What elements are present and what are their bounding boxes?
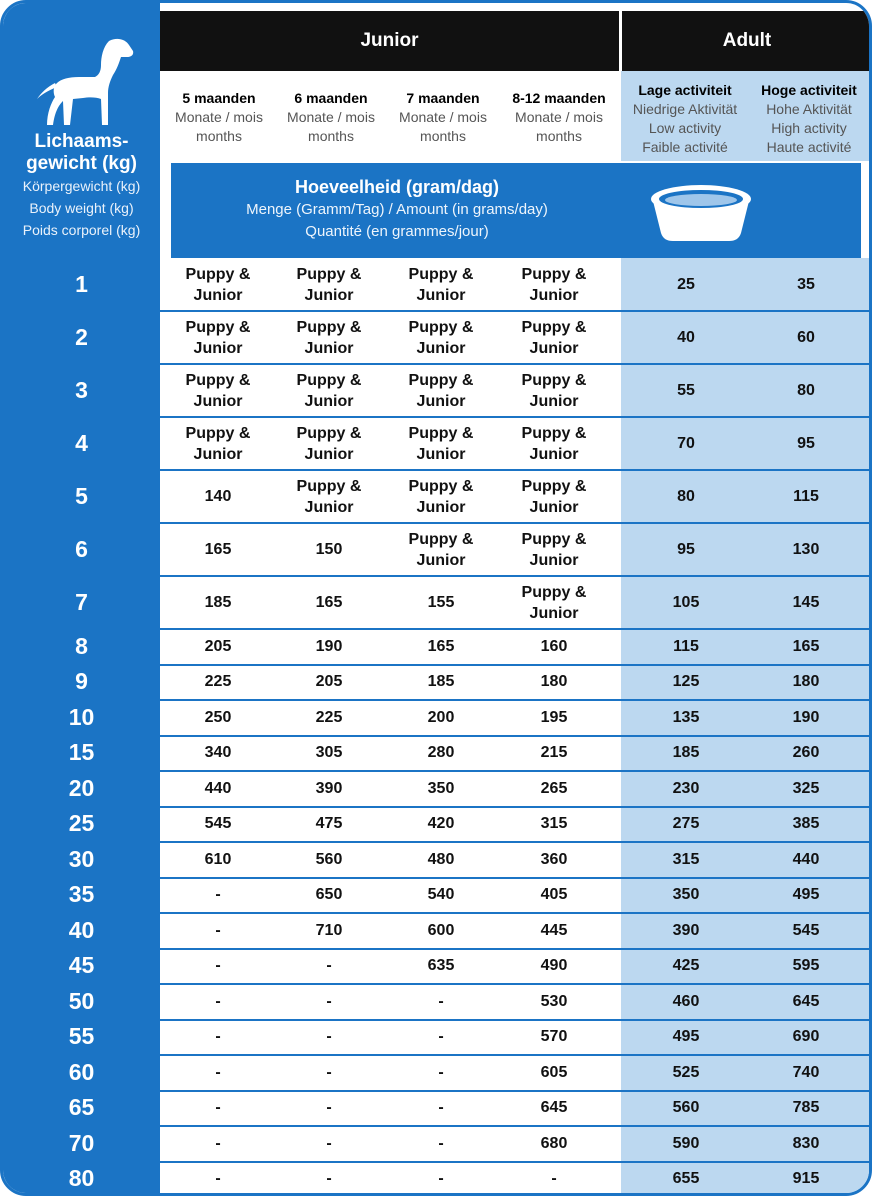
weight-value: 70 bbox=[68, 1129, 95, 1156]
puppy-junior-line1: Puppy & bbox=[296, 424, 362, 442]
table-cell bbox=[498, 582, 610, 624]
table-cell: - bbox=[215, 992, 221, 1010]
weight-value: 10 bbox=[68, 703, 95, 730]
junior-header: Junior bbox=[360, 30, 419, 51]
puppy-junior-line2: Junior bbox=[416, 392, 466, 410]
table-cell: 205 bbox=[204, 637, 232, 655]
table-cell: 595 bbox=[792, 957, 820, 975]
table-cell bbox=[385, 317, 497, 359]
food-bowl-icon bbox=[641, 175, 761, 245]
table-cell: 710 bbox=[315, 921, 343, 939]
puppy-junior-line2: Junior bbox=[416, 286, 466, 304]
table-cell: 540 bbox=[427, 886, 455, 904]
table-cell: - bbox=[326, 957, 332, 975]
row-divider bbox=[160, 912, 872, 914]
puppy-junior-line2: Junior bbox=[416, 498, 466, 516]
column-header-low-activity bbox=[621, 71, 749, 161]
row-divider bbox=[160, 469, 872, 471]
table-cell: 570 bbox=[540, 1028, 568, 1046]
table-cell: 645 bbox=[540, 1099, 568, 1117]
section-header-bar bbox=[160, 11, 872, 71]
row-divider bbox=[160, 841, 872, 843]
weight-value: 55 bbox=[68, 1023, 95, 1050]
table-cell: 115 bbox=[673, 637, 699, 655]
table-cell: 70 bbox=[677, 434, 695, 452]
table-cell: 690 bbox=[792, 1028, 820, 1046]
table-cell: 140 bbox=[204, 487, 232, 505]
table-cell: - bbox=[215, 921, 221, 939]
puppy-junior-line1: Puppy & bbox=[185, 318, 251, 336]
column-subtitle: Haute activité bbox=[766, 139, 852, 155]
puppy-junior-line2: Junior bbox=[529, 445, 579, 463]
dog-icon bbox=[33, 35, 137, 131]
table-cell: 135 bbox=[672, 708, 700, 726]
table-cell: 190 bbox=[315, 637, 343, 655]
table-cell bbox=[273, 317, 385, 359]
row-divider bbox=[160, 699, 872, 701]
puppy-junior-line1: Puppy & bbox=[408, 530, 474, 548]
table-cell: 35 bbox=[797, 275, 815, 293]
row-divider bbox=[160, 948, 872, 950]
row-divider bbox=[160, 877, 872, 879]
puppy-junior-line2: Junior bbox=[193, 392, 243, 410]
table-cell: 95 bbox=[797, 434, 815, 452]
table-cell: - bbox=[215, 1063, 221, 1081]
weight-title-en: Body weight (kg) bbox=[29, 200, 134, 216]
quantity-subtitle: Menge (Gramm/Tag) / Amount (in grams/day) bbox=[246, 201, 548, 218]
puppy-junior-line2: Junior bbox=[304, 445, 354, 463]
table-cell: - bbox=[215, 957, 221, 975]
table-cell bbox=[498, 264, 610, 306]
column-header-high-activity bbox=[749, 71, 869, 161]
column-subtitle: Monate / mois bbox=[287, 109, 375, 125]
table-cell: 785 bbox=[792, 1099, 820, 1117]
weight-value: 8 bbox=[75, 632, 88, 659]
puppy-junior-line2: Junior bbox=[304, 498, 354, 516]
table-cell: 480 bbox=[427, 850, 455, 868]
puppy-junior-line2: Junior bbox=[529, 339, 579, 357]
weight-value: 7 bbox=[75, 588, 88, 615]
puppy-junior-line1: Puppy & bbox=[408, 424, 474, 442]
table-cell bbox=[162, 370, 274, 412]
table-cell: 40 bbox=[677, 328, 695, 346]
column-header-8-12-months bbox=[499, 71, 619, 161]
table-cell: 80 bbox=[677, 487, 695, 505]
row-divider bbox=[160, 1090, 872, 1092]
table-cell: 165 bbox=[315, 593, 343, 611]
column-subtitle: Monate / mois bbox=[175, 109, 263, 125]
table-cell: 155 bbox=[427, 593, 455, 611]
table-cell: 560 bbox=[672, 1099, 700, 1117]
table-cell: 545 bbox=[204, 815, 232, 833]
table-cell bbox=[162, 423, 274, 465]
table-cell: 205 bbox=[315, 673, 343, 691]
table-cell: 635 bbox=[427, 957, 455, 975]
table-cell: 180 bbox=[540, 673, 568, 691]
puppy-junior-line1: Puppy & bbox=[408, 318, 474, 336]
weight-value: 65 bbox=[68, 1094, 95, 1121]
table-cell: 185 bbox=[427, 673, 455, 691]
row-divider bbox=[160, 416, 872, 418]
table-cell: 215 bbox=[540, 744, 568, 762]
table-cell: 650 bbox=[315, 886, 343, 904]
table-cell bbox=[498, 476, 610, 518]
puppy-junior-line2: Junior bbox=[304, 339, 354, 357]
column-title: 8-12 maanden bbox=[512, 90, 606, 106]
table-cell: 260 bbox=[792, 744, 820, 762]
table-cell: 655 bbox=[672, 1170, 700, 1188]
table-cell: 495 bbox=[672, 1028, 700, 1046]
table-cell: 600 bbox=[427, 921, 455, 939]
table-cell: - bbox=[215, 1170, 221, 1188]
weight-value: 60 bbox=[68, 1058, 95, 1085]
table-cell: 440 bbox=[204, 779, 232, 797]
puppy-junior-line2: Junior bbox=[529, 498, 579, 516]
row-divider bbox=[160, 575, 872, 577]
puppy-junior-line2: Junior bbox=[304, 286, 354, 304]
column-subtitle: High activity bbox=[771, 120, 847, 136]
table-cell: 475 bbox=[315, 815, 343, 833]
weight-title-de: Körpergewicht (kg) bbox=[22, 178, 141, 194]
weight-value: 5 bbox=[75, 482, 88, 509]
quantity-title: Hoeveelheid (gram/dag) bbox=[294, 177, 500, 197]
weight-value: 40 bbox=[68, 916, 95, 943]
puppy-junior-line1: Puppy & bbox=[521, 424, 587, 442]
puppy-junior-line1: Puppy & bbox=[408, 265, 474, 283]
puppy-junior-line2: Junior bbox=[304, 392, 354, 410]
table-cell: - bbox=[438, 1063, 444, 1081]
table-cell: - bbox=[438, 1028, 444, 1046]
table-cell: - bbox=[551, 1170, 557, 1188]
table-cell: - bbox=[326, 992, 332, 1010]
table-cell: 915 bbox=[792, 1170, 820, 1188]
column-title: 7 maanden bbox=[406, 90, 480, 106]
table-cell: 545 bbox=[792, 921, 820, 939]
puppy-junior-line2: Junior bbox=[529, 392, 579, 410]
weight-value: 4 bbox=[75, 429, 88, 456]
table-cell: 490 bbox=[540, 957, 568, 975]
table-cell: 390 bbox=[672, 921, 700, 939]
puppy-junior-line2: Junior bbox=[416, 551, 466, 569]
table-cell: 165 bbox=[792, 637, 820, 655]
puppy-junior-line1: Puppy & bbox=[185, 371, 251, 389]
table-cell: 605 bbox=[540, 1063, 568, 1081]
table-cell bbox=[273, 264, 385, 306]
table-cell: 195 bbox=[540, 708, 568, 726]
table-cell: - bbox=[215, 1028, 221, 1046]
puppy-junior-line2: Junior bbox=[529, 604, 579, 622]
quantity-subtitle: Quantité (en grammes/jour) bbox=[305, 223, 489, 240]
table-cell: 305 bbox=[315, 744, 343, 762]
puppy-junior-line1: Puppy & bbox=[521, 583, 587, 601]
table-cell: 115 bbox=[793, 487, 819, 505]
column-subtitle: Faible activité bbox=[642, 139, 728, 155]
weight-value: 2 bbox=[75, 323, 88, 350]
column-subtitle: Monate / mois bbox=[515, 109, 603, 125]
table-cell: 200 bbox=[427, 708, 455, 726]
table-cell: - bbox=[326, 1028, 332, 1046]
puppy-junior-line1: Puppy & bbox=[521, 318, 587, 336]
table-cell bbox=[385, 423, 497, 465]
column-subtitle: months bbox=[420, 128, 466, 144]
table-cell: 145 bbox=[792, 593, 820, 611]
weight-value: 30 bbox=[68, 845, 95, 872]
weight-value: 9 bbox=[75, 668, 88, 695]
table-cell: 185 bbox=[204, 593, 232, 611]
table-cell: 405 bbox=[540, 886, 568, 904]
table-cell: 350 bbox=[427, 779, 455, 797]
table-cell bbox=[498, 529, 610, 571]
table-cell: 225 bbox=[204, 673, 232, 691]
row-divider bbox=[160, 735, 872, 737]
table-cell bbox=[162, 264, 274, 306]
table-cell bbox=[273, 370, 385, 412]
column-title: Lage activiteit bbox=[638, 82, 732, 98]
table-cell: - bbox=[438, 1134, 444, 1152]
table-cell: - bbox=[215, 1134, 221, 1152]
column-subtitle: Low activity bbox=[648, 120, 722, 136]
table-cell: 590 bbox=[672, 1134, 700, 1152]
column-subtitle: months bbox=[536, 128, 582, 144]
puppy-junior-line1: Puppy & bbox=[408, 371, 474, 389]
weight-value: 80 bbox=[68, 1165, 95, 1192]
column-header-6-months bbox=[275, 71, 387, 161]
row-divider bbox=[160, 363, 872, 365]
table-cell: 55 bbox=[677, 381, 695, 399]
puppy-junior-line2: Junior bbox=[416, 445, 466, 463]
table-cell: - bbox=[326, 1063, 332, 1081]
column-subtitle: Niedrige Aktivität bbox=[632, 101, 738, 117]
table-cell: - bbox=[326, 1134, 332, 1152]
puppy-junior-line2: Junior bbox=[193, 339, 243, 357]
table-cell: 150 bbox=[315, 540, 343, 558]
table-cell: 340 bbox=[204, 744, 232, 762]
table-cell: 315 bbox=[672, 850, 700, 868]
row-divider bbox=[160, 310, 872, 312]
table-cell: 165 bbox=[427, 637, 455, 655]
table-cell: 230 bbox=[672, 779, 700, 797]
table-cell: 80 bbox=[797, 381, 815, 399]
puppy-junior-line2: Junior bbox=[529, 551, 579, 569]
puppy-junior-line1: Puppy & bbox=[185, 424, 251, 442]
table-cell: 495 bbox=[792, 886, 820, 904]
table-cell: 180 bbox=[792, 673, 820, 691]
table-cell: 440 bbox=[792, 850, 820, 868]
column-subtitle: months bbox=[196, 128, 242, 144]
table-cell bbox=[385, 264, 497, 306]
table-cell: 525 bbox=[672, 1063, 700, 1081]
puppy-junior-line1: Puppy & bbox=[296, 371, 362, 389]
table-cell: - bbox=[438, 992, 444, 1010]
table-cell: - bbox=[326, 1099, 332, 1117]
table-cell: 560 bbox=[315, 850, 343, 868]
table-cell: 350 bbox=[672, 886, 700, 904]
puppy-junior-line1: Puppy & bbox=[521, 371, 587, 389]
puppy-junior-line1: Puppy & bbox=[296, 477, 362, 495]
table-cell bbox=[385, 529, 497, 571]
puppy-junior-line1: Puppy & bbox=[296, 318, 362, 336]
table-cell bbox=[385, 476, 497, 518]
weight-value: 6 bbox=[75, 535, 88, 562]
table-cell: 680 bbox=[540, 1134, 568, 1152]
column-subtitle: months bbox=[308, 128, 354, 144]
row-divider bbox=[160, 1161, 872, 1163]
table-cell bbox=[498, 317, 610, 359]
table-cell: 610 bbox=[204, 850, 232, 868]
puppy-junior-line1: Puppy & bbox=[185, 265, 251, 283]
weight-value: 15 bbox=[68, 739, 95, 766]
column-title: 6 maanden bbox=[294, 90, 368, 106]
weight-value: 25 bbox=[68, 810, 95, 837]
table-cell bbox=[273, 476, 385, 518]
puppy-junior-line2: Junior bbox=[529, 286, 579, 304]
table-cell: 315 bbox=[540, 815, 568, 833]
table-cell: 420 bbox=[427, 815, 455, 833]
row-divider bbox=[160, 1054, 872, 1056]
quantity-label bbox=[171, 175, 623, 243]
column-header-7-months bbox=[387, 71, 499, 161]
table-cell: 385 bbox=[792, 815, 820, 833]
row-divider bbox=[160, 1125, 872, 1127]
weight-value: 45 bbox=[68, 952, 95, 979]
table-cell: 740 bbox=[792, 1063, 820, 1081]
table-cell: 25 bbox=[677, 275, 695, 293]
table-cell: 225 bbox=[315, 708, 343, 726]
table-cell bbox=[385, 370, 497, 412]
table-cell: 105 bbox=[672, 593, 700, 611]
weight-title-line2: gewicht (kg) bbox=[26, 153, 137, 174]
adult-header: Adult bbox=[722, 30, 772, 51]
puppy-junior-line2: Junior bbox=[193, 286, 243, 304]
puppy-junior-line1: Puppy & bbox=[521, 530, 587, 548]
column-title: Hoge activiteit bbox=[761, 82, 857, 98]
puppy-junior-line2: Junior bbox=[416, 339, 466, 357]
table-cell: 360 bbox=[540, 850, 568, 868]
table-cell: 190 bbox=[792, 708, 820, 726]
table-cell: - bbox=[215, 1099, 221, 1117]
table-cell bbox=[162, 317, 274, 359]
puppy-junior-line1: Puppy & bbox=[296, 265, 362, 283]
table-cell bbox=[498, 423, 610, 465]
row-divider bbox=[160, 628, 872, 630]
row-divider bbox=[160, 806, 872, 808]
row-divider bbox=[160, 770, 872, 772]
table-cell: 390 bbox=[315, 779, 343, 797]
table-cell: 830 bbox=[792, 1134, 820, 1152]
quantity-band bbox=[171, 163, 861, 258]
weight-value: 50 bbox=[68, 987, 95, 1014]
table-cell: - bbox=[438, 1170, 444, 1188]
table-cell: 130 bbox=[792, 540, 820, 558]
table-cell: 325 bbox=[792, 779, 820, 797]
table-cell: 125 bbox=[672, 673, 700, 691]
row-divider bbox=[160, 983, 872, 985]
weight-value: 35 bbox=[68, 881, 95, 908]
column-subtitle: Hohe Aktivität bbox=[766, 101, 852, 117]
puppy-junior-line1: Puppy & bbox=[521, 265, 587, 283]
table-cell: 160 bbox=[540, 637, 568, 655]
column-header-5-months bbox=[163, 71, 275, 161]
table-cell: - bbox=[438, 1099, 444, 1117]
table-cell bbox=[498, 370, 610, 412]
row-divider bbox=[160, 522, 872, 524]
table-cell: 645 bbox=[792, 992, 820, 1010]
row-divider bbox=[160, 1019, 872, 1021]
row-divider bbox=[160, 664, 872, 666]
table-cell: 425 bbox=[672, 957, 700, 975]
table-cell: - bbox=[326, 1170, 332, 1188]
column-title: 5 maanden bbox=[182, 90, 256, 106]
puppy-junior-line2: Junior bbox=[193, 445, 243, 463]
column-subtitle: Monate / mois bbox=[399, 109, 487, 125]
weight-title-fr: Poids corporel (kg) bbox=[22, 222, 141, 238]
table-cell: 250 bbox=[204, 708, 232, 726]
puppy-junior-line1: Puppy & bbox=[521, 477, 587, 495]
table-cell: 280 bbox=[427, 744, 455, 762]
table-cell: 460 bbox=[672, 992, 700, 1010]
weight-value: 3 bbox=[75, 376, 88, 403]
table-cell: 185 bbox=[672, 744, 700, 762]
table-cell: 530 bbox=[540, 992, 568, 1010]
weight-title-line1: Lichaams- bbox=[34, 131, 129, 152]
puppy-junior-line1: Puppy & bbox=[408, 477, 474, 495]
table-cell: 60 bbox=[797, 328, 815, 346]
table-cell: 165 bbox=[204, 540, 232, 558]
weight-value: 1 bbox=[75, 270, 88, 297]
table-cell bbox=[273, 423, 385, 465]
table-cell: 445 bbox=[540, 921, 568, 939]
table-cell: - bbox=[215, 886, 221, 904]
weight-axis-label bbox=[3, 131, 160, 241]
table-cell: 95 bbox=[677, 540, 695, 558]
table-cell: 275 bbox=[672, 815, 700, 833]
table-cell: 265 bbox=[540, 779, 568, 797]
weight-value: 20 bbox=[68, 774, 95, 801]
